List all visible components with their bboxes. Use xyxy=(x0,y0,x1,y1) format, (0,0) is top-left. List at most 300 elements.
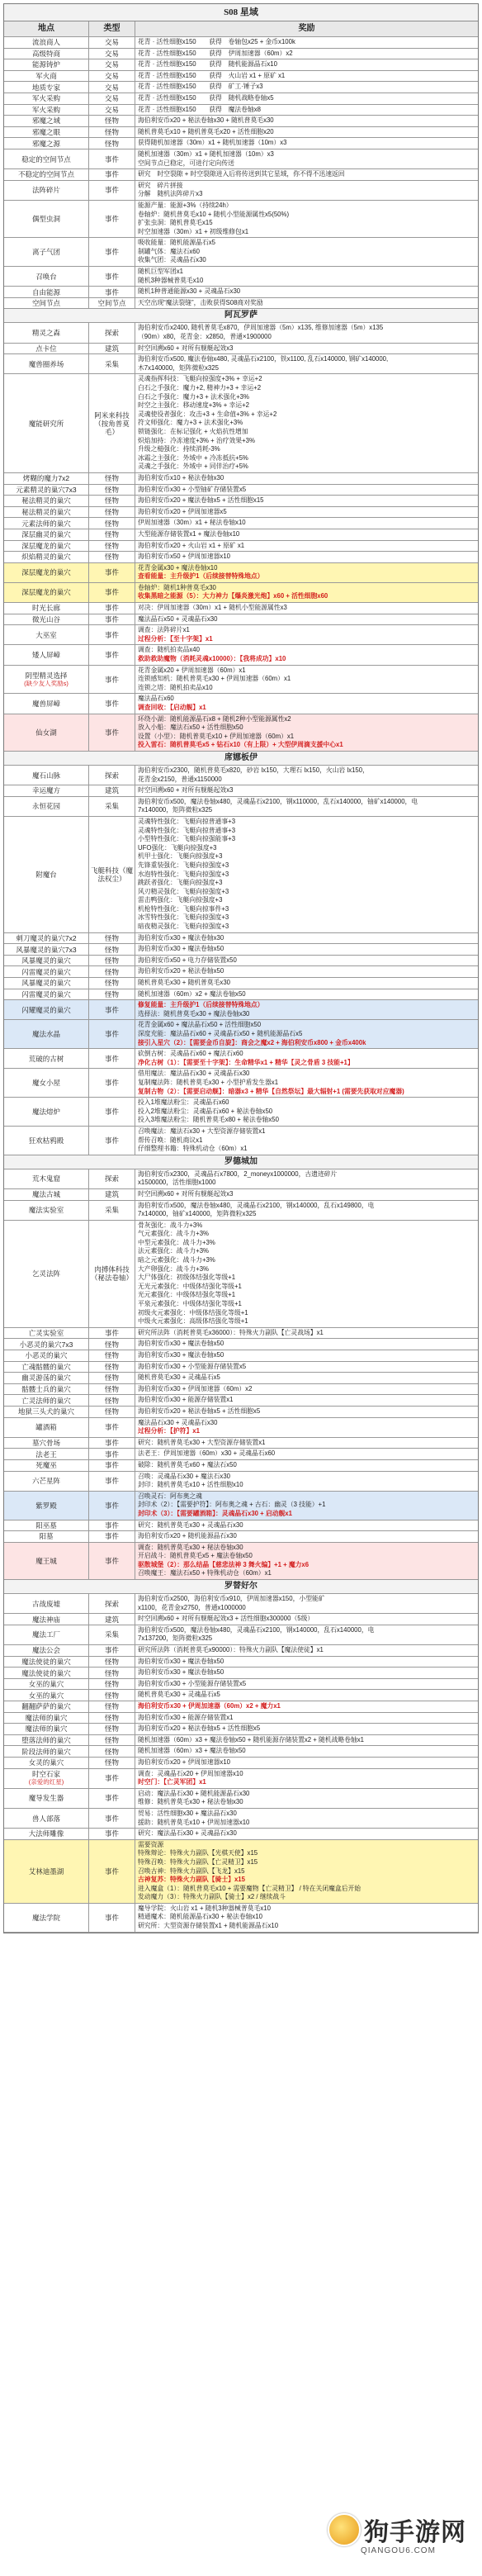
type-cell: 怪物 xyxy=(89,1373,135,1383)
type-cell: 事件 xyxy=(89,1449,135,1459)
location-name: 魔法古城 xyxy=(31,1190,60,1199)
reward-line: 复制魔法阵：随机普莫毛x30 + 小型护盾发生器x1 xyxy=(138,1078,279,1086)
type-cell: 怪物 xyxy=(89,485,135,496)
reward-line: 研究所法阵（消耗普莫毛x90000）：特殊火力副队【魔法使徒】x1 xyxy=(138,1646,324,1654)
table-row xyxy=(4,1625,478,1645)
location-name: 元素精灵的巢穴7x3 xyxy=(16,485,77,494)
reward-line: 法老王：伊周加速器（60m）x30 + 灵魂晶石x60 xyxy=(138,1449,276,1458)
reward-cell xyxy=(135,1657,478,1668)
reward-line: 吸收能量：随机能源晶石x5 xyxy=(138,239,215,247)
type-cell: 怪物 xyxy=(89,1384,135,1395)
location-cell xyxy=(4,714,89,751)
location-cell xyxy=(4,1201,89,1220)
table-row xyxy=(4,766,478,785)
reward-cell xyxy=(135,37,478,48)
location-name: 阳巫墓 xyxy=(35,1520,57,1530)
table-row xyxy=(4,1713,478,1724)
location-name: 亡灵法师的巢穴 xyxy=(21,1396,71,1405)
reward-cell xyxy=(135,1000,478,1019)
reward-line: 召唤魔王：魔法石x50 + 特殊机动仓（60m）x1 xyxy=(138,1569,272,1577)
table-row xyxy=(4,1407,478,1418)
type-cell: 怪物 xyxy=(89,127,135,138)
reward-line: 研究：随机普莫毛x30 + 灵魂晶石x30 xyxy=(138,1520,243,1529)
reward-line: 灵魂使役者强化：攻击+3 + 生命值+3% + 幸运+2 xyxy=(138,410,277,418)
location-name: 小恶灵的巢穴7x3 xyxy=(19,1340,73,1349)
location-cell xyxy=(4,1520,89,1531)
table-row xyxy=(4,1668,478,1679)
reward-cell xyxy=(135,1460,478,1471)
header-name: 地点 xyxy=(4,21,89,36)
reward-line: 维修：随机普莫毛x30 + 秘法卷轴x30 xyxy=(138,1798,243,1806)
reward-line: 过程分析：【至十字架】x1 xyxy=(138,634,213,643)
type-cell: 事件 xyxy=(89,1069,135,1097)
table-row xyxy=(4,817,478,933)
location-cell xyxy=(4,1373,89,1383)
location-name: 风暴魔灵的巢穴7x3 xyxy=(16,945,77,954)
table-row xyxy=(4,1657,478,1668)
type-cell: 事件 xyxy=(89,1904,135,1932)
table-row xyxy=(4,267,478,287)
type-cell: 交易 xyxy=(89,37,135,48)
reward-cell xyxy=(135,1339,478,1350)
reward-line: 研究 时空裂隙 + 时空裂隙进入后将传送到其它星域，你不得不迅速返回 xyxy=(138,170,345,178)
type-cell: 事件 xyxy=(89,201,135,237)
table-row xyxy=(4,989,478,1001)
reward-line: 过程分析：【护符】x1 xyxy=(138,1427,200,1435)
location-cell xyxy=(4,817,89,932)
reward-cell xyxy=(135,518,478,529)
reward-line: 花青金属x30 + 魔法卷轴x10 xyxy=(138,563,218,572)
reward-line: 海伯利安币x20 + 火山岩 x1 + 原矿 x1 xyxy=(138,541,245,549)
reward-line: 制罐气体：魔法石x60 xyxy=(138,247,200,255)
reward-cell xyxy=(135,933,478,944)
location-name: 女巫的巢穴 xyxy=(28,1691,64,1700)
type-cell: 交易 xyxy=(89,82,135,93)
reward-cell xyxy=(135,1328,478,1339)
reward-cell xyxy=(135,1668,478,1678)
reward-line: 海伯利安币x2500，海伯利安币x910，伊周加速器x150，小型能矿 xyxy=(138,1595,325,1603)
table-row xyxy=(4,944,478,956)
reward-line: 海伯利安币x30 + 能源存储装置x1 xyxy=(138,1396,234,1404)
location-name: 时光长廊 xyxy=(31,604,60,613)
table-row xyxy=(4,1169,478,1189)
reward-line: 帮传召唤：随机商议x1 xyxy=(138,1136,203,1144)
reward-line: 风刃精灵强化：飞艇向掠强度+3 xyxy=(138,887,229,895)
location-name: 邪魔之源 xyxy=(31,139,60,148)
reward-line: 白石之手强化：魔力+2, 精神力+3 + 幸运+2 xyxy=(138,384,262,391)
location-cell xyxy=(4,666,89,694)
location-name: 空间节点 xyxy=(31,299,60,308)
table-row xyxy=(4,529,478,541)
location-cell xyxy=(4,138,89,149)
location-cell xyxy=(4,518,89,529)
location-cell xyxy=(4,966,89,977)
location-cell xyxy=(4,1645,89,1656)
watermark-text: 狗手游网 xyxy=(364,2519,466,2546)
reward-line: 海伯利安币x30 + 魔法卷轴x50 xyxy=(138,1340,224,1348)
reward-line: 花青 · 活性细胞x150 获得 火山岩 x1 + 原矿 x1 xyxy=(138,71,286,79)
reward-line: 大型能源存储装置x1 + 魔法卷轴x10 xyxy=(138,529,240,538)
location-name: 幽灵游荡的巢穴 xyxy=(21,1373,71,1383)
reward-cell xyxy=(135,1594,478,1613)
location-cell xyxy=(4,1472,89,1491)
reward-line: 海伯利安币x30 + 能源存储装置x1 xyxy=(138,1713,234,1721)
table-row xyxy=(4,1789,478,1809)
reward-cell xyxy=(135,485,478,496)
location-name: 魔法水晶 xyxy=(31,1030,60,1039)
location-cell xyxy=(4,127,89,138)
reward-line: 时空回溯x60 + 对所有舰艇起效x3 xyxy=(138,1189,234,1198)
reward-line: 雷击鸭强化：飞艇向掠强度+3 xyxy=(138,896,223,904)
location-cell xyxy=(4,238,89,266)
reward-line: 调查：灵魂晶石x20 + 伊周加速器x10 xyxy=(138,1769,243,1777)
location-cell xyxy=(4,944,89,955)
location-name: 元素法师的巢穴 xyxy=(21,519,71,528)
location-name: 深层幽灵的巢穴 xyxy=(21,530,71,539)
reward-line: 机枪特性强化：飞艇向掠事件+3 xyxy=(138,904,229,913)
reward-cell xyxy=(135,1829,478,1839)
table-row xyxy=(4,614,478,626)
location-cell xyxy=(4,1418,89,1437)
reward-cell xyxy=(135,1492,478,1520)
location-cell xyxy=(4,1098,89,1126)
location-name: 矮人屏嶂 xyxy=(31,651,60,660)
type-cell: 怪物 xyxy=(89,496,135,506)
type-cell: 事件 xyxy=(89,614,135,625)
reward-cell xyxy=(135,1758,478,1768)
reward-cell xyxy=(135,287,478,297)
reward-line: 中级火元素强化：高级体结强化等级+1 xyxy=(138,1317,248,1326)
reward-line: 海伯利安币x30 + 魔法卷轴x30 xyxy=(138,933,224,942)
location-name: 能源铸炉 xyxy=(31,60,60,69)
reward-line: 气元素强化：战斗力+3% xyxy=(138,1230,209,1238)
location-cell xyxy=(4,1000,89,1019)
type-cell: 怪物 xyxy=(89,518,135,529)
location-cell xyxy=(4,1690,89,1701)
type-cell: 事件 xyxy=(89,583,135,602)
table-row xyxy=(4,1690,478,1701)
reward-line: 时空之主强化：移动速度+3% + 幸运+2 xyxy=(138,401,249,410)
location-cell xyxy=(4,1395,89,1406)
table-row xyxy=(4,1460,478,1472)
reward-line: 海伯利安币x500，魔法卷轴x480，灵魂晶石x2100，钢x140000，乱石x149800，电 xyxy=(138,1201,375,1209)
reward-cell xyxy=(135,1840,478,1903)
reward-cell xyxy=(135,989,478,1000)
type-cell: 怪物 xyxy=(89,1735,135,1746)
table-row xyxy=(4,507,478,519)
reward-cell xyxy=(135,614,478,625)
location-name: 炽焰精灵的巢穴 xyxy=(21,553,71,562)
type-cell: 怪物 xyxy=(89,956,135,966)
table-row xyxy=(4,37,478,49)
reward-line: 炽焰加持：冷冻速度+3% + 治疗效果+3% xyxy=(138,436,255,444)
reward-line: 调查回收：【启动舰】x1 xyxy=(138,704,206,711)
location-name: 不稳定的空间节点 xyxy=(17,170,74,179)
reward-cell xyxy=(135,1690,478,1701)
reward-line: UFO强化：飞艇向掠强度+3 xyxy=(138,843,217,852)
reward-line: 连锁感知机：随机普莫毛x30 + 伊周加速器（60m）x1 xyxy=(138,675,291,683)
location-cell xyxy=(4,1169,89,1188)
location-name: 堕落法师的巢穴 xyxy=(21,1736,71,1745)
reward-cell xyxy=(135,149,478,168)
table-row xyxy=(4,1769,478,1789)
location-cell xyxy=(4,583,89,602)
table-row xyxy=(4,1049,478,1069)
location-cell xyxy=(4,614,89,625)
header-type: 类型 xyxy=(89,21,135,36)
location-cell xyxy=(4,1758,89,1768)
location-name: 六芒星阵 xyxy=(31,1477,60,1486)
location-cell xyxy=(4,59,89,70)
table-row xyxy=(4,978,478,989)
watermark-url: QIANGOU6.COM xyxy=(361,2546,436,2555)
reward-line: 随机加速器（60m）x3 + 魔法卷轴x50 + 随机能源存储装置x2 + 随机战略卷轴x1 xyxy=(138,1735,365,1743)
location-cell xyxy=(4,645,89,664)
reward-cell xyxy=(135,1020,478,1048)
reward-cell xyxy=(135,714,478,751)
type-cell: 采集 xyxy=(89,1625,135,1644)
type-cell: 交易 xyxy=(89,71,135,82)
reward-line: 海伯利安币x20 + 秘法卷轴x5 + 活性细胞x5 xyxy=(138,1407,261,1415)
location-cell xyxy=(4,323,89,342)
location-name: 女灵的巢穴 xyxy=(28,1758,64,1767)
reward-line: 魔法晶石x60 xyxy=(138,695,174,703)
location-cell xyxy=(4,1594,89,1613)
reward-line: 海伯利安币x500，魔法卷轴x480，灵魂晶石x2100，钢x110000，乱石x140000，铀矿x140000，电 xyxy=(138,797,418,805)
type-cell: 怪物 xyxy=(89,989,135,1000)
reward-line: 对决：伊周加速器（30m）x1 + 随机小型能源属性x3 xyxy=(138,604,287,612)
reward-line: 特殊辩论：特殊火力副队【光棋天使】x15 xyxy=(138,1849,258,1857)
reward-line: 跳跃者强化：飞艇向掠强度+3 xyxy=(138,879,223,887)
location-cell xyxy=(4,797,89,816)
location-cell xyxy=(4,49,89,59)
type-cell: 交易 xyxy=(89,93,135,104)
location-name: 翻翻萨萨的巢穴 xyxy=(21,1702,71,1711)
table-row xyxy=(4,563,478,583)
reward-line: 暗夜精灵强化：飞艇向掠强度+3 xyxy=(138,923,229,931)
reward-cell xyxy=(135,116,478,126)
reward-line: 封印术（2）：【需要护符】：阿布奥之魂 + 古石：幽灵（3 技能）+1 xyxy=(138,1501,326,1509)
location-name: 召唤台 xyxy=(35,272,57,281)
location-name: 闪耀魔灵的巢穴 xyxy=(21,1005,71,1014)
reward-cell xyxy=(135,1531,478,1542)
type-cell: 事件 xyxy=(89,694,135,713)
reward-cell xyxy=(135,1201,478,1220)
location-name: 高级特商 xyxy=(31,49,60,58)
table-row xyxy=(4,1614,478,1625)
reward-line: 进入魔盒（1）：随机普莫毛x10 + 需要魔物【亡灵精卫】 / 特在关闭魔盒后开始 xyxy=(138,1884,362,1892)
location-name: 古战废墟 xyxy=(31,1599,60,1608)
reward-cell xyxy=(135,1127,478,1155)
table-row xyxy=(4,1735,478,1747)
type-cell: 事件 xyxy=(89,238,135,266)
reward-cell xyxy=(135,1724,478,1734)
reward-line: 投入雷石：随机普莫毛x5 + 钻石x10（有上限）+ 大型伊周滴支援中心x1 xyxy=(138,741,343,749)
location-name: 大巫室 xyxy=(35,630,57,639)
location-name: 魔法公会 xyxy=(31,1646,60,1655)
reward-line: 召唤灵石：阿布奥之魂 xyxy=(138,1492,202,1500)
table-row xyxy=(4,1472,478,1492)
reward-line: 无光元素强化：中级体结强化等级+1 xyxy=(138,1282,242,1290)
table-title: S08 星域 xyxy=(4,4,478,21)
table-row xyxy=(4,169,478,181)
location-name: 大法师雕像 xyxy=(28,1829,64,1838)
location-cell xyxy=(4,603,89,614)
reward-cell xyxy=(135,1189,478,1200)
location-cell xyxy=(4,473,89,484)
location-cell xyxy=(4,105,89,116)
table-row xyxy=(4,1373,478,1384)
type-cell: 事件 xyxy=(89,1020,135,1048)
reward-line: 随机3种器械普莫毛x10 xyxy=(138,276,204,284)
location-name: 微光山谷 xyxy=(31,614,60,624)
type-cell: 怪物 xyxy=(89,541,135,552)
table-row xyxy=(4,1809,478,1829)
location-name: 深层魔龙的巢穴 xyxy=(21,568,71,577)
type-cell: 探索 xyxy=(89,1169,135,1188)
reward-line: 深度充能：魔法晶石x60 + 灵魂晶石x50 + 随机能源晶石x5 xyxy=(138,1030,303,1037)
reward-cell xyxy=(135,1395,478,1406)
reward-cell xyxy=(135,1904,478,1932)
table-row xyxy=(4,956,478,967)
type-cell: 事件 xyxy=(89,1543,135,1579)
location-name: 魔法熔炉 xyxy=(31,1108,60,1117)
reward-cell xyxy=(135,473,478,484)
table-row xyxy=(4,694,478,714)
reward-cell xyxy=(135,1384,478,1395)
reward-line: 海伯利安币x20 + 伊周加速器x5 xyxy=(138,507,227,515)
type-cell: 怪物 xyxy=(89,1339,135,1350)
type-cell: 怪物 xyxy=(89,1657,135,1668)
type-cell: 怪物 xyxy=(89,1690,135,1701)
location-name: 魔法使徒的巢穴 xyxy=(21,1657,71,1666)
reward-line: 时空回溯x60 + 对所有舰艇起效x3 + 活性细胞x300000（5级） xyxy=(138,1615,314,1623)
reward-cell xyxy=(135,1350,478,1361)
reward-line: 海伯利安币x500, 魔法卷轴x480, 灵魂晶石x2100，铁x1100, 乱石x140000, 钢矿x140000, xyxy=(138,355,389,363)
reward-cell xyxy=(135,1625,478,1644)
location-name: 魔导发生器 xyxy=(28,1794,64,1803)
reward-line: 仔细整理书籍：特殊机动仓（60m）x1 xyxy=(138,1145,248,1153)
location-name: 魔法师的巢穴 xyxy=(25,1713,68,1722)
location-cell xyxy=(4,485,89,496)
type-cell: 事件 xyxy=(89,181,135,200)
reward-cell xyxy=(135,105,478,116)
location-cell xyxy=(4,541,89,552)
type-cell: 怪物 xyxy=(89,116,135,126)
reward-line: 随机加速器（60m）x3 + 魔法卷轴x50 xyxy=(138,1747,246,1755)
location-cell xyxy=(4,1679,89,1690)
type-cell: 事件 xyxy=(89,1789,135,1808)
reward-line: 花青 · 活性细胞x150 获得 矿工·锤子x3 xyxy=(138,83,263,91)
reward-cell xyxy=(135,1809,478,1828)
table-row xyxy=(4,138,478,149)
reward-cell xyxy=(135,1221,478,1327)
reward-line: 研究所：大型资源存储装置x1 + 随机能源晶石x10 xyxy=(138,1922,279,1930)
type-cell: 事件 xyxy=(89,267,135,286)
location-cell xyxy=(4,1809,89,1828)
table-row xyxy=(4,105,478,116)
reward-cell xyxy=(135,354,478,373)
location-cell xyxy=(4,267,89,286)
reward-line: 随机1种普通能源x30 + 灵魂晶石x30 xyxy=(138,287,241,296)
type-cell: 怪物 xyxy=(89,138,135,149)
location-cell xyxy=(4,766,89,785)
location-cell xyxy=(4,1049,89,1068)
reward-line: 海伯利安币x30 + 魔法卷轴x50 xyxy=(138,945,224,953)
table-row xyxy=(4,1098,478,1127)
location-cell xyxy=(4,1724,89,1734)
location-name: 稳定的空间节点 xyxy=(21,154,71,164)
table-row xyxy=(4,354,478,374)
table-row xyxy=(4,1543,478,1580)
reward-line: 破除：随机普莫毛x60 + 魔法石x50 xyxy=(138,1460,237,1468)
watermark-logo-icon xyxy=(328,2513,361,2546)
reward-line: 机甲士强化：飞艇向掠强度+3 xyxy=(138,852,223,861)
location-name: 魔法师的巢穴 xyxy=(25,1724,68,1734)
type-cell: 建筑 xyxy=(89,344,135,354)
reward-line: 海伯利安币x50 + 电力存储装置x50 xyxy=(138,956,237,964)
reward-line: 随机普莫毛x30 + 随机普莫毛x30 xyxy=(138,979,230,987)
reward-line: 海伯利安币x10 + 秘法卷轴x30 xyxy=(138,473,224,482)
location-name: 军火采购 xyxy=(31,94,60,103)
reward-line: 海伯利安币x30 + 魔法卷轴x50 xyxy=(138,1668,224,1677)
location-name: 法老王 xyxy=(35,1449,57,1459)
reward-line: 天空出现“魔法裂缝”，击败获得S08商对奖励 xyxy=(138,298,263,306)
table-row xyxy=(4,1438,478,1449)
location-cell xyxy=(4,344,89,354)
table-row xyxy=(4,933,478,945)
table-row xyxy=(4,666,478,695)
reward-line: 净化古树（1）：【需要至十字架】：生命精华x1 + 精华【灵之骨盾 3 技能+1】 xyxy=(138,1058,354,1066)
location-name: 魔法使徒的巢穴 xyxy=(21,1668,71,1677)
reward-line: 花青金属x20 + 伊周加速器（60m）x1 xyxy=(138,666,246,674)
table-row xyxy=(4,1069,478,1098)
header-reward: 奖励 xyxy=(298,24,315,33)
table-row xyxy=(4,1531,478,1543)
table-row xyxy=(4,71,478,83)
table-row xyxy=(4,1189,478,1201)
reward-line: 法元素强化：战斗力+3% xyxy=(138,1247,209,1255)
location-cell xyxy=(4,169,89,180)
reward-cell xyxy=(135,625,478,644)
type-cell: 交易 xyxy=(89,105,135,116)
type-cell: 探索 xyxy=(89,1594,135,1613)
reward-line: 花青金属x60 + 魔法晶石x50 + 活性细胞x50 xyxy=(138,1021,262,1029)
table-row xyxy=(4,1350,478,1362)
reward-cell xyxy=(135,1373,478,1383)
reward-cell xyxy=(135,1713,478,1724)
location-cell xyxy=(4,1769,89,1788)
type-cell: 事件 xyxy=(89,1829,135,1839)
type-cell: 怪物 xyxy=(89,552,135,562)
type-cell: 怪物 xyxy=(89,529,135,540)
reward-cell xyxy=(135,323,478,342)
table-row xyxy=(4,149,478,169)
table-row xyxy=(4,116,478,127)
table-row xyxy=(4,966,478,978)
table-row xyxy=(4,298,478,310)
table-row xyxy=(4,1339,478,1350)
reward-cell xyxy=(135,817,478,932)
location-note: (缺少友人奖励s) xyxy=(24,679,69,687)
type-cell: 怪物 xyxy=(89,1758,135,1768)
reward-cell xyxy=(135,59,478,70)
reward-line: 7x137200，矩阵微粒x325 xyxy=(138,1634,213,1643)
location-cell xyxy=(4,1127,89,1155)
table-row xyxy=(4,181,478,201)
type-cell: 事件 xyxy=(89,1000,135,1019)
location-name: 魔石山脉 xyxy=(31,771,60,780)
